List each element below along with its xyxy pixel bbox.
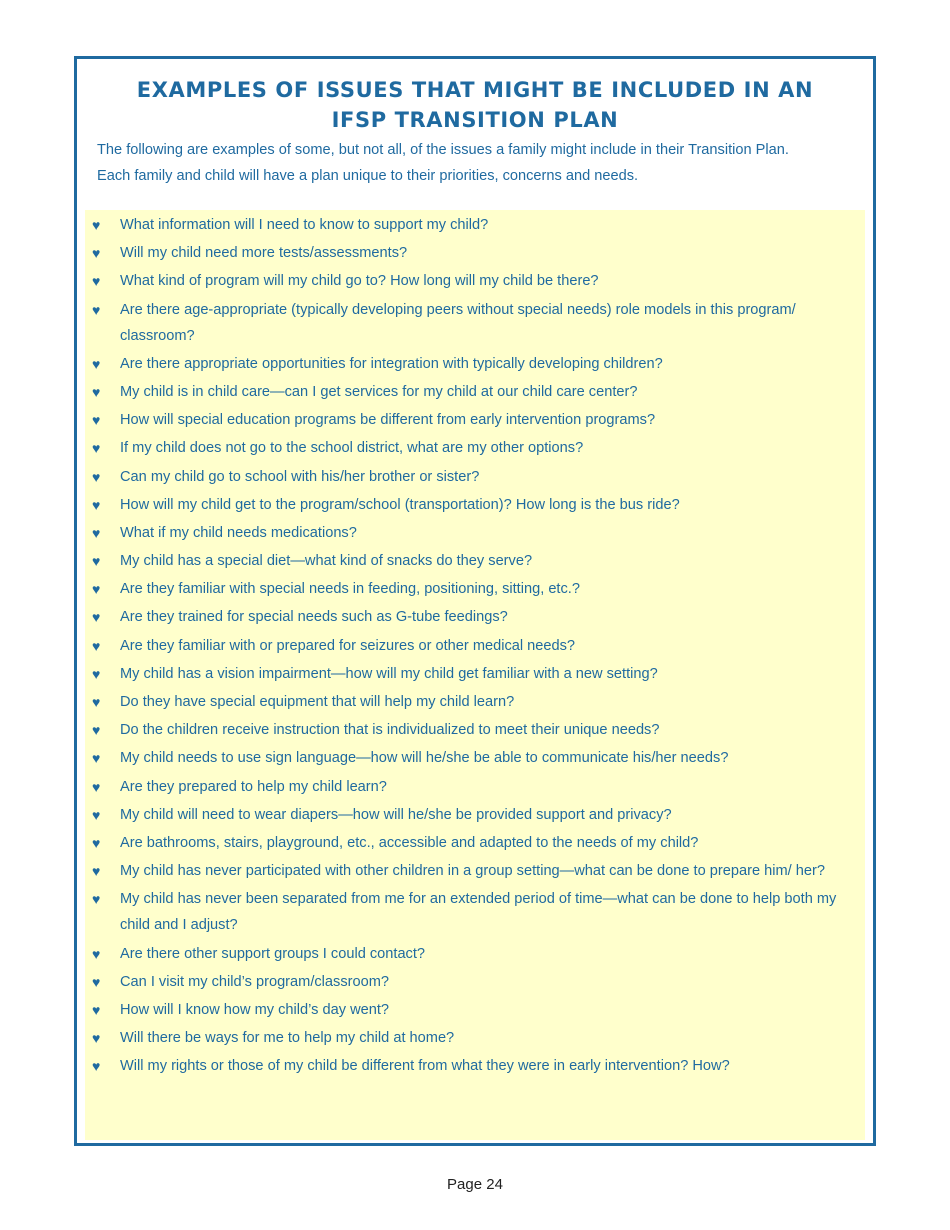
list-item-text: What kind of program will my child go to? How long will my child be there? [120,273,599,290]
issues-list [85,212,865,1081]
list-item-text: How will my child get to the program/school (transportation)? How long is the bus ride? [120,496,680,513]
list-item [85,212,865,238]
list-item-text: Do they have special equipment that will help my child learn? [120,694,515,710]
list-item [85,492,865,518]
heart-icon: ♥ [92,581,101,598]
list-item-text: Are they familiar with or prepared for seizures or other medical needs? [120,637,576,654]
list-item [85,297,865,349]
heart-icon: ♥ [92,945,101,962]
heart-icon: ♥ [92,665,101,682]
heart-icon: ♥ [92,891,101,908]
list-item-text: Will there be ways for me to help my child at home? [120,1030,455,1047]
list-item-text: My child has never participated with other children in a group setting—what can be done to prepare him/ her? [120,863,825,880]
list-item [85,858,865,884]
heart-icon: ♥ [92,273,101,290]
list-item [85,830,865,856]
issues-panel [85,210,865,1140]
list-item [85,604,865,630]
list-item [85,548,865,574]
heart-icon: ♥ [92,496,101,513]
list-item [85,661,865,687]
heart-icon: ♥ [92,468,101,485]
list-item-text: Will my child need more tests/assessments? [120,245,408,262]
list-item [85,268,865,294]
list-item [85,1025,865,1051]
list-item-text: My child will need to wear diapers—how will he/she be provided support and privacy? [120,806,672,823]
list-item-text: Are there age-appropriate (typically developing peers without special needs) role models in this program/ classroom? [120,301,796,344]
heart-icon: ♥ [92,637,101,654]
heart-icon: ♥ [92,609,101,626]
content-frame [74,56,876,1146]
list-item-text: Are there other support groups I could contact? [120,945,426,962]
heart-icon: ♥ [92,806,101,823]
list-item [85,576,865,602]
heart-icon: ♥ [92,412,101,429]
list-item [85,802,865,828]
title-line-1: EXAMPLES OF ISSUES THAT MIGHT BE INCLUDED IN AN [136,78,814,102]
heart-icon: ♥ [92,750,101,767]
list-item-text: What information will I need to know to support my child? [120,217,489,233]
list-item-text: Are bathrooms, stairs, playground, etc., accessible and adapted to the needs of my child? [120,834,699,851]
list-item [85,351,865,377]
list-item-text: Can my child go to school with his/her brother or sister? [120,468,480,485]
list-item [85,886,865,938]
heart-icon: ♥ [92,301,101,318]
list-item [85,464,865,490]
list-item [85,1053,865,1079]
heart-icon: ♥ [92,1058,101,1075]
list-item-text: My child needs to use sign language—how will he/she be able to communicate his/her needs? [120,750,729,767]
list-item [85,379,865,405]
heart-icon: ♥ [92,1001,101,1018]
heart-icon: ♥ [92,383,101,400]
heart-icon: ♥ [92,694,101,710]
list-item-text: Are they familiar with special needs in feeding, positioning, sitting, etc.? [120,581,580,598]
intro-line-1: The following are examples of some, but not all, of the issues a family might include in their Transition Plan. [97,142,789,158]
heart-icon: ♥ [92,834,101,851]
list-item [85,941,865,967]
list-item-text: Are there appropriate opportunities for integration with typically developing children? [120,355,663,372]
list-item-text: How will special education programs be different from early intervention programs? [120,412,656,429]
list-item [85,774,865,800]
heart-icon: ♥ [92,524,101,541]
list-item [85,407,865,433]
heart-icon: ♥ [92,778,101,795]
list-item [85,240,865,266]
heart-icon: ♥ [92,553,101,570]
page-title [77,75,873,135]
list-item-text: My child has never been separated from me for an extended period of time—what can be done to help both my child and I adjust? [120,891,837,934]
list-item [85,689,865,715]
heart-icon: ♥ [92,217,101,233]
list-item-text: Do the children receive instruction that is individualized to meet their unique needs? [120,722,660,739]
list-item-text: What if my child needs medications? [120,524,357,541]
heart-icon: ♥ [92,1030,101,1047]
heart-icon: ♥ [92,245,101,262]
list-item-text: Will my rights or those of my child be different from what they were in early intervention? How? [120,1058,730,1075]
list-item-text: Can I visit my child’s program/classroom? [120,973,389,990]
title-line-2: IFSP TRANSITION PLAN [331,108,619,132]
heart-icon: ♥ [92,863,101,880]
list-item-text: If my child does not go to the school district, what are my other options? [120,440,584,457]
list-item [85,717,865,743]
list-item-text: My child has a special diet—what kind of snacks do they serve? [120,553,533,570]
list-item [85,520,865,546]
list-item-text: My child has a vision impairment—how will my child get familiar with a new setting? [120,665,658,682]
list-item-text: Are they trained for special needs such as G-tube feedings? [120,609,508,626]
list-item [85,997,865,1023]
intro-line-2: Each family and child will have a plan unique to their priorities, concerns and needs. [97,168,639,184]
list-item [85,435,865,461]
list-item-text: My child is in child care—can I get services for my child at our child care center? [120,383,638,400]
list-item-text: Are they prepared to help my child learn? [120,778,387,795]
list-item [85,745,865,771]
page-number: Page 24 [447,1176,503,1193]
heart-icon: ♥ [92,722,101,739]
list-item [85,969,865,995]
list-item [85,633,865,659]
list-item-text: How will I know how my child’s day went? [120,1001,390,1018]
heart-icon: ♥ [92,440,101,457]
heart-icon: ♥ [92,355,101,372]
heart-icon: ♥ [92,973,101,990]
intro-paragraph [97,137,857,189]
